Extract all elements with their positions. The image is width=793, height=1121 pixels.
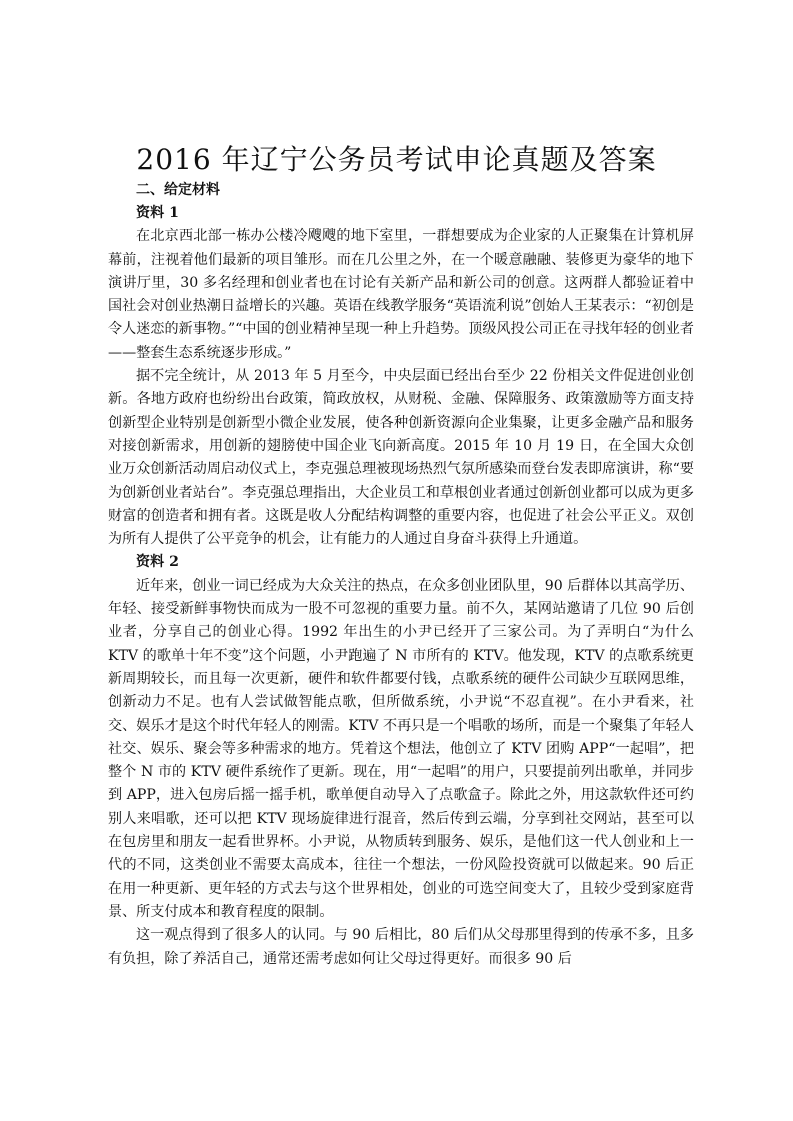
material-label-2: 资料 2 [136,554,179,571]
document-title: 2016 年辽宁公务员考试申论真题及答案 [136,143,657,176]
document-body [108,202,694,971]
material-1-paragraph-2: 据不完全统计，从 2013 年 5 月至今，中央层面已经出台至少 22 份相关文件促进创业创新。各地方政府也纷纷出台政策，简政放权，从财税、金融、保障服务、政策激励等方面支持创新型企业特别是创新型小微企业发展，使各种创新资源向企业集聚，让更多金融产品和服务对接创新需求，用创新的翅膀使中国企业飞向新高度。2015 年 10 月 19 日，在全国大众创业万众创新活动周启动仪式上，李克强总理被现场热烈气氛所感染而登台发表即席演讲，称“要为创新创业者站台”。李克强总理指出，大企业员工和草根创业者通过创新创业都可以成为更多财富的创造者和拥有者。这既是收人分配结构调整的重要内容，也促进了社会公平正义。双创为所有人提供了公平竞争的机会，让有能力的人通过自身奋斗获得上升通道。 [108,368,694,548]
material-2-paragraph-1: 近年来，创业一词已经成为大众关注的热点，在众多创业团队里，90 后群体以其高学历、年轻、接受新鲜事物快而成为一股不可忽视的重要力量。前不久，某网站邀请了几位 90 后创业者，分享自己的创业心得。1992 年出生的小尹已经开了三家公司。为了弄明白“为什么 KTV 的歌单十年不变”这个问题，小尹跑遍了 N 市所有的 KTV。他发现，KTV 的点歌系统更新周期较长，而且每一次更新，硬件和软件都要付钱，点歌系统的硬件公司缺少互联网思维，创新动力不足。也有人尝试做智能点歌，但所做系统，小尹说“不忍直视”。在小尹看来，社交、娱乐才是这个时代年轻人的刚需。KTV 不再只是一个唱歌的场所，而是一个聚集了年轻人社交、娱乐、聚会等多种需求的地方。凭着这个想法，他创立了 KTV 团购 APP“一起唱”，把整个 N 市的 KTV 硬件系统作了更新。现在，用“一起唱”的用户，只要提前列出歌单，并同步到 APP，进入包房后摇一摇手机，歌单便自动导入了点歌盒子。除此之外，用这款软件还可约别人来唱歌，还可以把 KTV 现场旋律进行混音，然后传到云端，分享到社交网站，甚至可以在包房里和朋友一起看世界杯。小尹说，从物质转到服务、娱乐，是他们这一代人创业和上一代的不同，这类创业不需要太高成本，往往一个想法，一份风险投资就可以做起来。90 后正在用一种更新、更年轻的方式去与这个世界相处，创业的可选空间变大了，且较少受到家庭背景、所支付成本和教育程度的限制。 [108,577,694,920]
material-2-paragraph-2: 这一观点得到了很多人的认同。与 90 后相比，80 后们从父母那里得到的传承不多，且多有负担，除了养活自己，通常还需考虑如何让父母过得更好。而很多 90 后 [108,927,694,967]
material-label-1: 资料 1 [136,205,179,221]
material-1-paragraph-1: 在北京西北部一栋办公楼冷飕飕的地下室里，一群想要成为企业家的人正聚集在计算机屏幕前，注视着他们最新的项目雏形。而在几公里之外，在一个暖意融融、装修更为豪华的地下演讲厅里，30 多名经理和创业者也在讨论有关新产品和新公司的创意。这两群人都验证着中国社会对创业热潮日益增长的兴趣。英语在线教学服务“英语流利说”创始人王某表示：“初创是令人迷恋的新事物。”“中国的创业精神呈现一种上升趋势。顶级风投公司正在寻找年轻的创业者——整套生态系统逐步形成。” [108,228,694,361]
section-heading: 二、给定材料 [136,182,220,198]
